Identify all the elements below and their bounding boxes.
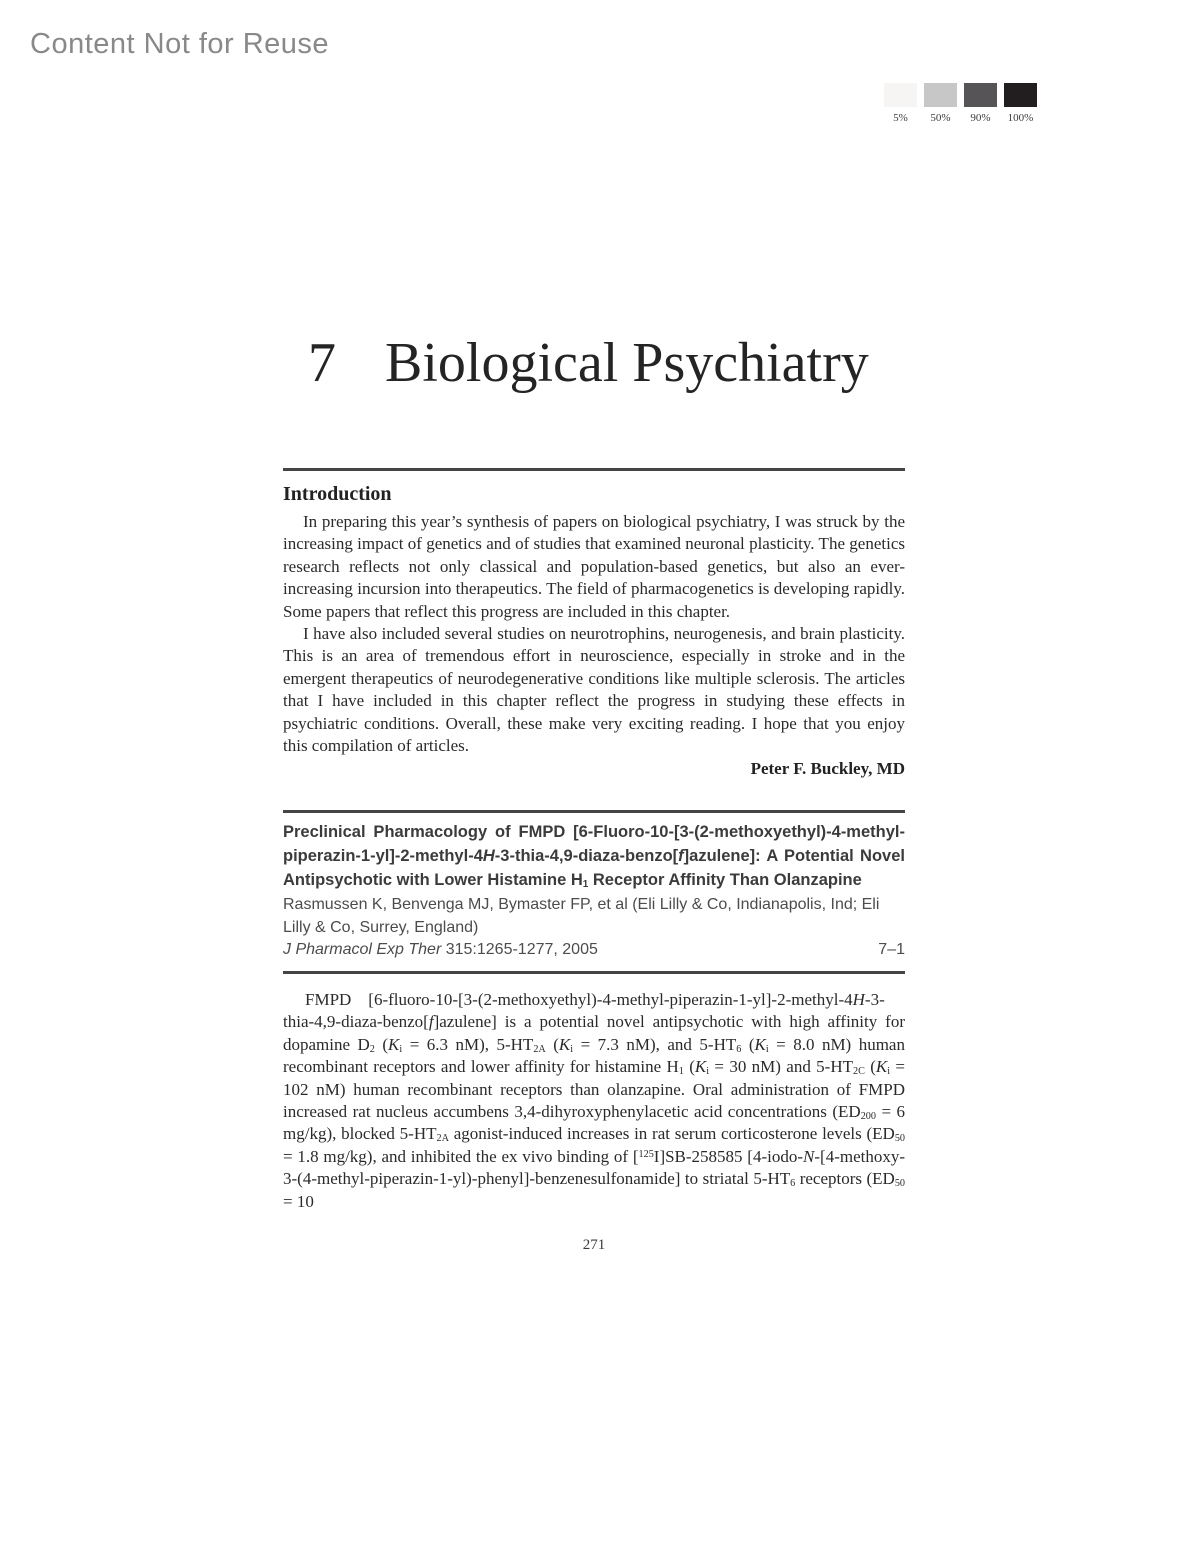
text-column	[283, 0, 905, 1254]
article-authors: Rasmussen K, Benvenga MJ, Bymaster FP, et al (Eli Lilly & Co, Indianapolis, Ind; Eli Lilly & Co, Surrey, England)	[283, 896, 880, 936]
journal-reference-row	[283, 939, 905, 962]
calibration-label-50: 50%	[930, 112, 951, 124]
calibration-cell	[1004, 83, 1037, 124]
page-number: 271	[582, 1237, 606, 1254]
chapter-title: Biological Psychiatry	[385, 332, 869, 394]
section-divider-rule	[283, 468, 905, 471]
citation-bottom-rule	[283, 971, 905, 974]
chapter-heading	[283, 333, 905, 393]
calibration-swatch-50	[924, 83, 957, 107]
calibration-label-5: 5%	[893, 112, 908, 124]
grayscale-calibration-bar	[884, 83, 1037, 124]
abstract-reference-number: 7–1	[878, 941, 905, 959]
introduction-paragraph-2: I have also included several studies on neurotrophins, neurogenesis, and brain plasticity. This is an area of tremendous effort in neuroscience, especially in stroke and in the emergent therapeutics of neurodegenerative conditions like multiple sclerosis. The articles that I have included in this chapter reflect the progress in studying these effects in psychiatric conditions. Overall, these make very exciting reading. I hope that you enjoy this compilation of articles.	[283, 624, 905, 756]
introduction-heading: Introduction	[283, 483, 392, 505]
calibration-cell	[964, 83, 997, 124]
chapter-number: 7	[308, 332, 336, 394]
introduction-paragraph-1: In preparing this year’s synthesis of papers on biological psychiatry, I was struck by the increasing impact of genetics and of studies that examined neuronal plasticity. The genetics research reflects not only classical and population-based genetics, but also an ever-increasing incursion into therapeutics. The field of pharmacogenetics is developing rapidly. Some papers that reflect this progress are included in this chapter.	[283, 512, 905, 621]
calibration-label-90: 90%	[970, 112, 991, 124]
calibration-label-100: 100%	[1007, 112, 1034, 124]
article-citation-block	[283, 820, 905, 962]
watermark-text: Content Not for Reuse	[30, 28, 330, 60]
abstract-paragraph: FMPD [6-fluoro-10-[3-(2-methoxyethyl)-4-methyl-piperazin-1-yl]-2-methyl-4H-3-thia-4,9-diaza-benzo[f]azulene] is a potential novel antipsychotic with high affinity for dopamine $D_2$ ($K_i = 6.3$ nM), $5-HT_{2A}$ ($K_i = 7.3$ nM), and $5-HT_6$ ($K_i = 8.0$ nM) human recombinant receptors and lower affinity for histamine $H_1$ ($K_i = 30$ nM) and $5-HT_{2C}$ ($K_i = 102$ nM) human recombinant receptors than olanzapine. Oral administration of FMPD increased rat nucleus accumbens 3,4-dihyroxyphenylacetic acid concentrations ($ED_{200} = 6$ mg/kg), blocked $5-HT_{2A}$ agonist-induced increases in rat serum corticosterone levels ($ED_{50} = 1.8$ mg/kg), and inhibited the ex vivo binding of [$^{125}$I]SB-258585 [4-iodo-N-[4-methoxy-3-(4-methyl-piperazin-1-yl)-phenyl]-benzenesulfonamide] to striatal $5-HT_6$ receptors ($ED_{50} = 10$	[283, 989, 906, 1211]
article-title: Preclinical Pharmacology of FMPD [6-Fluoro-10-[3-(2-methoxyethyl)-4-methyl-piperazin-1-yl]-2-methyl-4H-3-thia-4,9-diaza-benzo[f]azulene]: A Potential Novel Antipsychotic with Lower Histamine $H_1$ Receptor Affinity Than Olanzapine	[283, 823, 905, 891]
journal-reference: J Pharmacol Exp Ther 315:1265-1277, 2005	[283, 941, 598, 959]
editor-signature: Peter F. Buckley, MD	[750, 759, 905, 779]
calibration-cell	[924, 83, 957, 124]
calibration-swatch-90	[964, 83, 997, 107]
calibration-swatch-100	[1004, 83, 1037, 107]
citation-top-rule	[283, 810, 905, 813]
